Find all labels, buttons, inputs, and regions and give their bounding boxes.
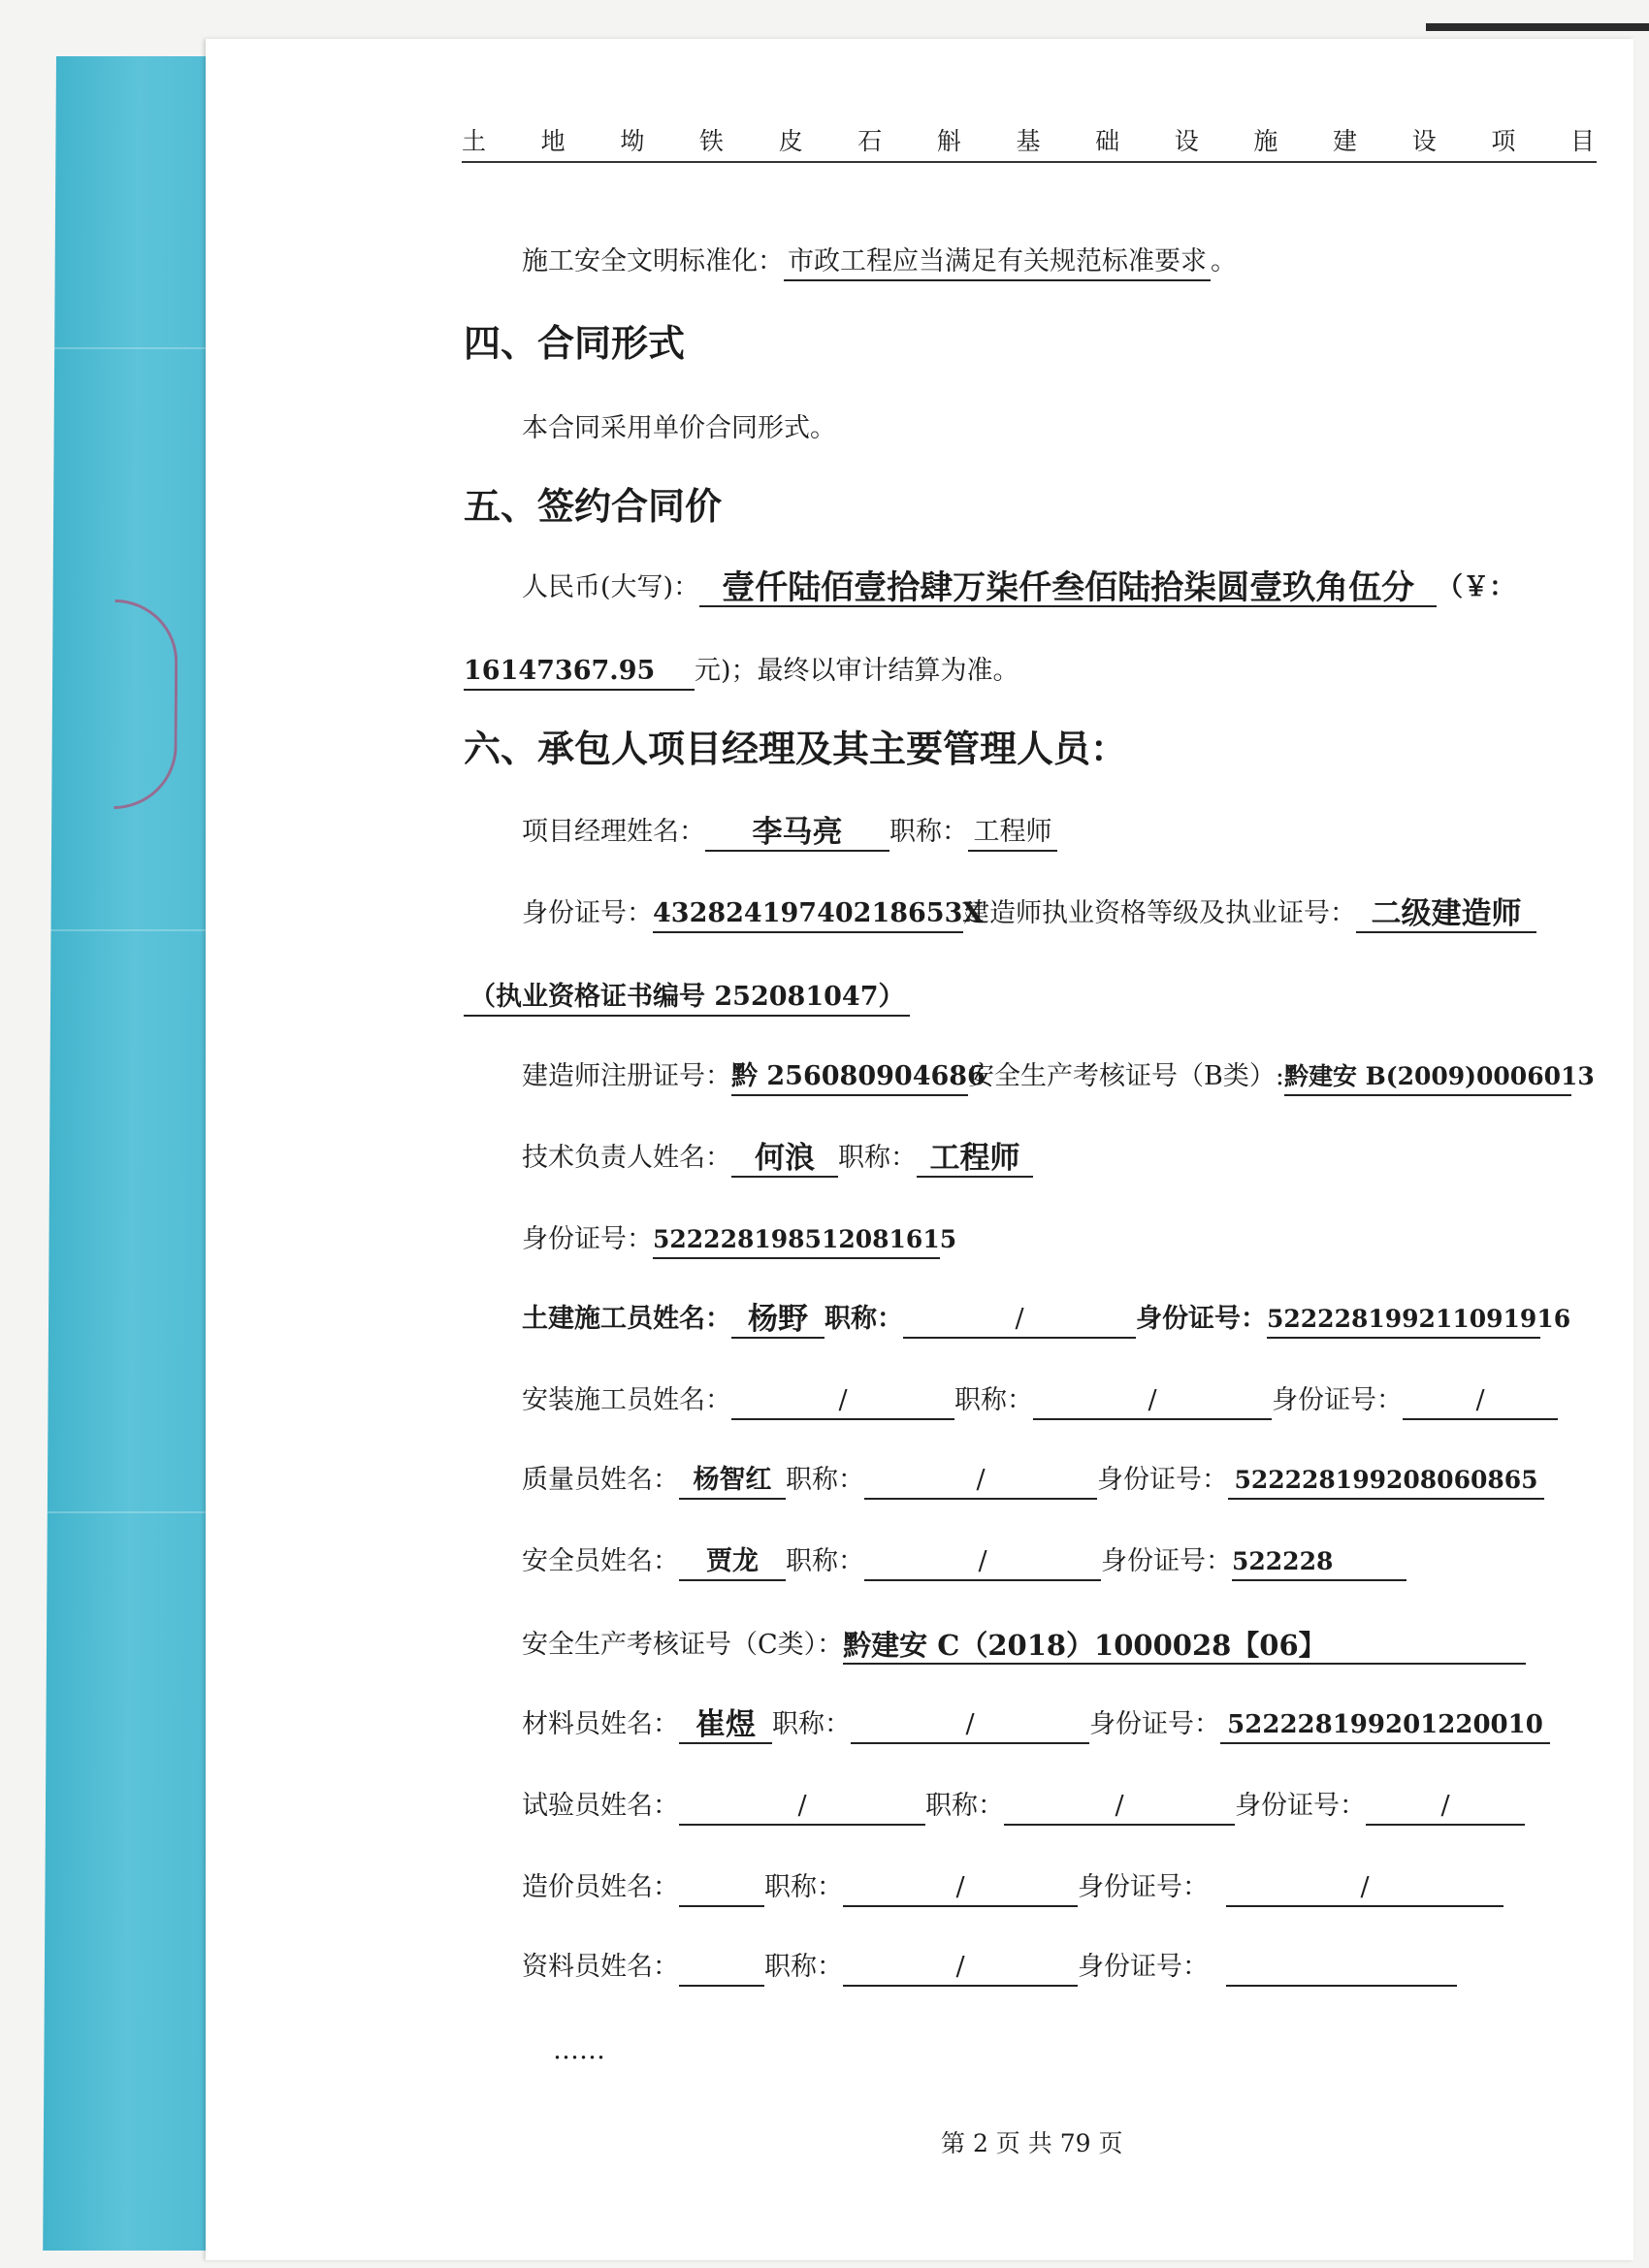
header-char: 地 (540, 127, 567, 155)
registration-line: 建造师注册证号：黔 256080904686安全生产考核证号（B类）:黔建安 B(2009)0006013 (522, 1057, 1571, 1096)
cost-line: 造价员姓名： 职称： / 身份证号： / (522, 1868, 1504, 1907)
docs-title: / (843, 1950, 1078, 1987)
header-char: 目 (1569, 127, 1597, 155)
tester-title: / (1004, 1789, 1235, 1826)
seal-stamp (113, 599, 178, 809)
safety-standard-value: 市政工程应当满足有关规范标准要求 (784, 244, 1211, 281)
pm-id: 43282419740218653X (653, 896, 963, 933)
quality-name: 杨智红 (679, 1463, 786, 1500)
quality-title: / (864, 1463, 1097, 1500)
pm-line: 项目经理姓名： 李马亮 职称： 工程师 (522, 813, 1057, 852)
quality-line: 质量员姓名： 杨智红 职称： / 身份证号： 522228199208060865 (522, 1461, 1544, 1500)
tester-name: / (679, 1789, 925, 1826)
safety-officer-name: 贾龙 (679, 1544, 786, 1581)
install-title: / (1033, 1383, 1272, 1420)
page-number: 第 2 页 共 79 页 (941, 2129, 1123, 2157)
material-title: / (851, 1707, 1089, 1744)
header-char: 基 (1016, 127, 1043, 155)
civil-id: 522228199211091916 (1267, 1302, 1540, 1339)
docs-line: 资料员姓名： 职称： / 身份证号： (522, 1948, 1457, 1987)
header-char: 项 (1491, 127, 1518, 155)
cost-id: / (1226, 1870, 1504, 1907)
header-char: 施 (1253, 127, 1280, 155)
pm-name: 李马亮 (705, 815, 889, 852)
install-id: / (1403, 1383, 1558, 1420)
tester-id: / (1366, 1789, 1525, 1826)
tech-lead-title: 工程师 (917, 1141, 1033, 1178)
rmb-value: 壹仟陆佰壹拾肆万柒仟叁佰陆拾柒圆壹玖角伍分 (699, 570, 1437, 607)
install-line: 安装施工员姓名： / 职称： / 身份证号： / (522, 1381, 1558, 1420)
header-char: 建 (1333, 127, 1360, 155)
safety-standard-line: 施工安全文明标准化： 市政工程应当满足有关规范标准要求 。 (522, 243, 1237, 281)
safety-b-number: 黔建安 B(2009)0006013 (1284, 1059, 1571, 1096)
pm-id-line: 身份证号：43282419740218653X建造师执业资格等级及执业证号： 二级建造师 (522, 894, 1536, 933)
docs-id (1226, 1985, 1457, 1987)
material-name: 崔煜 (679, 1707, 772, 1744)
section-5-title: 五、签约合同价 (464, 485, 723, 528)
section-6-title: 六、承包人项目经理及其主要管理人员： (464, 728, 1128, 770)
builder-level: 二级建造师 (1356, 896, 1536, 933)
scan-edge (1426, 23, 1649, 31)
header-char: 铁 (698, 127, 726, 155)
tester-line: 试验员姓名： / 职称： / 身份证号： / (522, 1787, 1525, 1826)
install-name: / (731, 1383, 954, 1420)
safety-officer-id: 522228 (1232, 1544, 1406, 1581)
safety-officer-title: / (864, 1544, 1101, 1581)
builder-cert-line (464, 978, 910, 1017)
safety-c-number: 黔建安 C（2018）1000028【06】 (843, 1628, 1526, 1665)
tech-lead-id: 522228198512081615 (653, 1222, 940, 1259)
builder-cert: （执业资格证书编号 252081047） (464, 980, 910, 1017)
material-id: 522228199201220010 (1220, 1707, 1550, 1744)
header-char: 皮 (778, 127, 805, 155)
ellipsis: …… (553, 2035, 605, 2065)
header-char: 石 (857, 127, 885, 155)
cost-name (679, 1905, 764, 1907)
header-char: 土 (462, 127, 489, 155)
civil-name: 杨野 (731, 1302, 824, 1339)
amount-value: 16147367.95 (464, 654, 695, 691)
header-char: 设 (1411, 127, 1439, 155)
header-char: 设 (1174, 127, 1201, 155)
tech-lead-name: 何浪 (731, 1141, 838, 1178)
material-line: 材料员姓名： 崔煜 职称： / 身份证号： 522228199201220010 (522, 1705, 1550, 1744)
section-4-title: 四、合同形式 (464, 322, 686, 365)
rmb-line: 人民币(大写)： 壹仟陆佰壹拾肆万柒仟叁佰陆拾柒圆壹玖角伍分 （￥： (522, 568, 1516, 607)
section-4-text: 本合同采用单价合同形式。 (522, 413, 836, 443)
registration-number: 黔 256080904686 (731, 1059, 968, 1096)
docs-name (679, 1985, 764, 1987)
pm-title: 工程师 (968, 815, 1057, 852)
page-header (462, 124, 1597, 163)
header-char: 斛 (936, 127, 963, 155)
civil-title: / (903, 1302, 1136, 1339)
quality-id: 522228199208060865 (1228, 1463, 1544, 1500)
header-char: 础 (1095, 127, 1122, 155)
safety-officer-line: 安全员姓名： 贾龙 职称： / 身份证号：522228 (522, 1542, 1406, 1581)
cost-title: / (843, 1870, 1078, 1907)
civil-line: 土建施工员姓名： 杨野 职称： / 身份证号：522228199211091916 (522, 1302, 1571, 1337)
amount-line: 16147367.95 元)；最终以审计结算为准。 (464, 652, 1019, 691)
header-char: 坳 (620, 127, 647, 155)
tech-id-line: 身份证号：522228198512081615 (522, 1220, 940, 1259)
safety-c-line: 安全生产考核证号（C类）：黔建安 C（2018）1000028【06】 (522, 1626, 1526, 1665)
tech-lead-line: 技术负责人姓名： 何浪 职称： 工程师 (522, 1139, 1033, 1178)
